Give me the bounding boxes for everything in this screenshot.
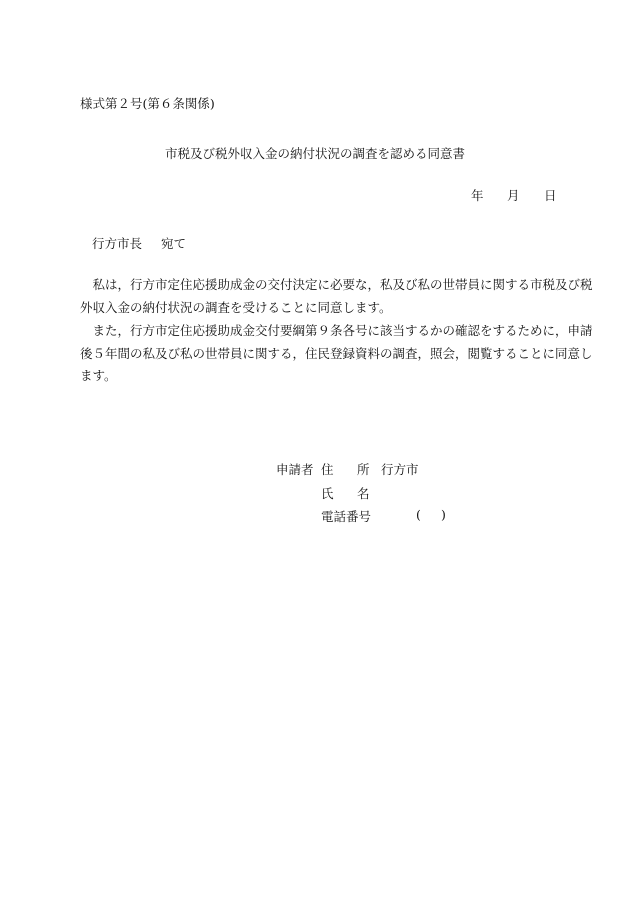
address-label	[321, 460, 370, 478]
name-label-char-2: 名	[357, 486, 370, 501]
paragraph-line: ます。	[80, 368, 117, 383]
consent-paragraph-2	[80, 320, 593, 388]
address-label-char-2: 所	[357, 462, 370, 477]
addressee	[92, 234, 186, 252]
form-number: 様式第２号(第６条関係)	[80, 96, 215, 111]
phone-label: 電話番号	[321, 509, 372, 524]
phone-paren-close: )	[441, 507, 446, 522]
consent-paragraph-1	[80, 274, 593, 319]
addressee-name: 行方市長	[92, 236, 143, 251]
name-label-char-1: 氏	[321, 486, 334, 501]
paragraph-line: 外収入金の納付状況の調査を受けることに同意します。	[80, 299, 392, 315]
addressee-suffix: 宛て	[161, 236, 187, 251]
paragraph-line: 後５年間の私及び私の世帯員に関する，住民登録資料の調査，照会，閲覧することに同意し	[80, 345, 593, 361]
phone-paren-open: (	[416, 507, 421, 522]
document-title: 市税及び税外収入金の納付状況の調査を認める同意書	[164, 146, 465, 161]
paragraph-line: 私は，行方市定住応援助成金の交付決定に必要な，私及び私の世帯員に関する市税及び税	[80, 277, 593, 292]
date-year-label: 年	[471, 188, 484, 203]
date-day-label: 日	[544, 188, 557, 203]
name-label	[321, 484, 370, 502]
address-label-char-1: 住	[321, 462, 334, 477]
address-value: 行方市	[381, 462, 419, 477]
date-month-label: 月	[507, 188, 520, 203]
date-line	[471, 186, 557, 204]
applicant-label: 申請者	[276, 462, 314, 477]
paragraph-line: また，行方市定住応援助成金交付要綱第９条各号に該当するかの確認をするために，申請	[80, 323, 593, 338]
